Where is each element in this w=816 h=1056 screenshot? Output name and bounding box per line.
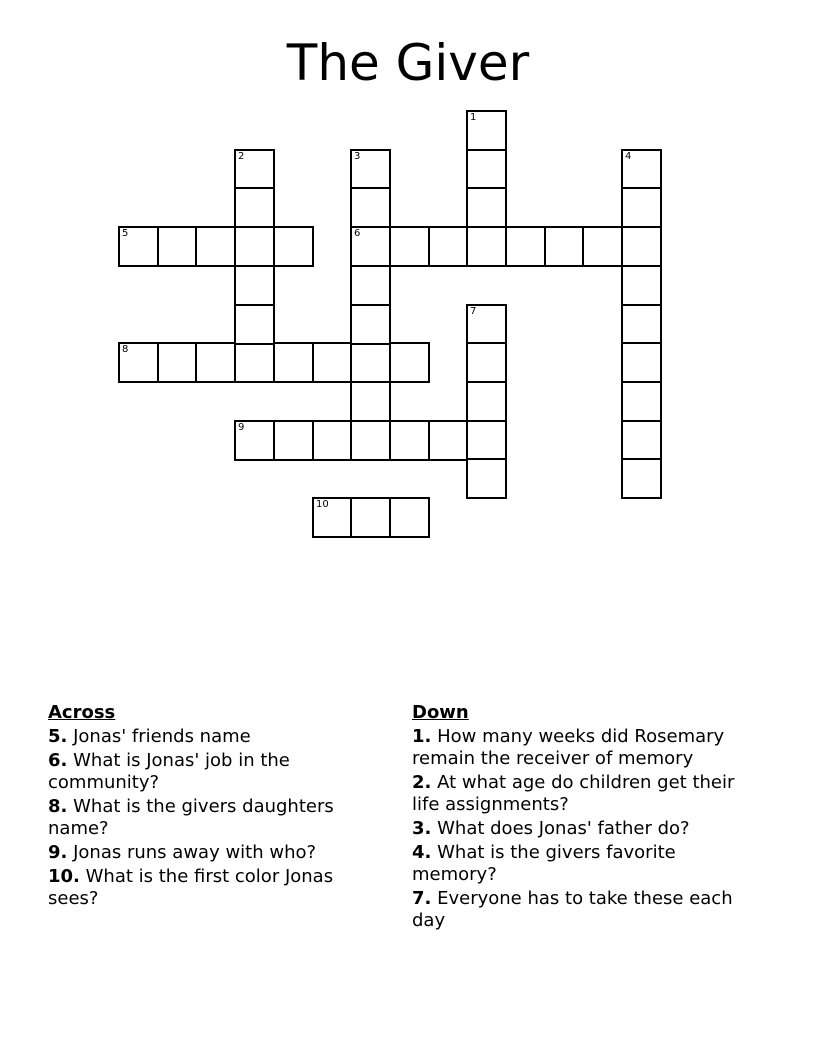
clue-number: 1.	[412, 726, 432, 747]
crossword-cell[interactable]	[234, 187, 275, 228]
crossword-cell[interactable]	[466, 381, 507, 422]
crossword-cell[interactable]	[234, 226, 275, 267]
crossword-cell[interactable]	[428, 226, 469, 267]
clue-down-7	[412, 888, 742, 932]
clue-text: What does Jonas' father do?	[437, 818, 690, 839]
crossword-cell[interactable]	[350, 420, 391, 461]
crossword-cell[interactable]	[234, 149, 275, 190]
crossword-cell[interactable]	[389, 420, 430, 461]
clue-text: What is the givers daughters name?	[48, 796, 334, 839]
crossword-cell[interactable]	[312, 342, 353, 383]
crossword-cell[interactable]	[312, 420, 353, 461]
crossword-cell[interactable]	[195, 226, 236, 267]
crossword-cell[interactable]	[118, 342, 159, 383]
crossword-cell[interactable]	[466, 420, 507, 461]
clue-number: 9.	[48, 842, 68, 863]
crossword-cell[interactable]	[350, 497, 391, 538]
crossword-cell[interactable]	[389, 226, 430, 267]
crossword-cell[interactable]	[234, 304, 275, 345]
crossword-cell[interactable]	[350, 304, 391, 345]
clue-down-4	[412, 842, 742, 886]
cell-number: 6	[354, 228, 361, 239]
down-clues	[412, 702, 742, 934]
crossword-cell[interactable]	[466, 304, 507, 345]
crossword-cell[interactable]	[234, 420, 275, 461]
cell-number: 3	[354, 151, 361, 162]
crossword-cell[interactable]	[466, 187, 507, 228]
crossword-cell[interactable]	[273, 226, 314, 267]
cell-number: 5	[122, 228, 129, 239]
clue-across-8	[48, 796, 378, 840]
cell-number: 10	[316, 499, 329, 510]
crossword-cell[interactable]	[234, 265, 275, 306]
clue-text: Jonas' friends name	[73, 726, 251, 747]
crossword-cell[interactable]	[621, 458, 662, 499]
crossword-cell[interactable]	[621, 304, 662, 345]
crossword-cell[interactable]	[273, 420, 314, 461]
cell-number: 8	[122, 344, 129, 355]
clue-down-2	[412, 772, 742, 816]
crossword-cell[interactable]	[234, 342, 275, 383]
clue-text: Jonas runs away with who?	[73, 842, 317, 863]
crossword-cell[interactable]	[466, 110, 507, 151]
across-clues	[48, 702, 378, 912]
crossword-cell[interactable]	[621, 265, 662, 306]
clue-number: 3.	[412, 818, 432, 839]
crossword-cell[interactable]	[350, 342, 391, 383]
clue-text: What is Jonas' job in the community?	[48, 750, 290, 793]
crossword-cell[interactable]	[118, 226, 159, 267]
crossword-cell[interactable]	[312, 497, 353, 538]
crossword-cell[interactable]	[350, 226, 391, 267]
across-heading: Across	[48, 702, 116, 723]
clue-down-1	[412, 726, 742, 770]
crossword-cell[interactable]	[350, 187, 391, 228]
crossword-cell[interactable]	[389, 497, 430, 538]
crossword-cell[interactable]	[157, 226, 198, 267]
crossword-cell[interactable]	[621, 420, 662, 461]
crossword-cell[interactable]	[621, 149, 662, 190]
clue-across-10	[48, 866, 378, 910]
clue-number: 4.	[412, 842, 432, 863]
down-heading: Down	[412, 702, 469, 723]
clue-number: 5.	[48, 726, 68, 747]
clue-text: How many weeks did Rosemary remain the receiver of memory	[412, 726, 725, 769]
cell-number: 2	[238, 151, 245, 162]
clue-number: 7.	[412, 888, 432, 909]
crossword-cell[interactable]	[621, 226, 662, 267]
crossword-cell[interactable]	[466, 226, 507, 267]
clue-across-6	[48, 750, 378, 794]
clue-text: What is the first color Jonas sees?	[48, 866, 334, 909]
crossword-cell[interactable]	[195, 342, 236, 383]
clue-text: Everyone has to take these each day	[412, 888, 733, 931]
crossword-cell[interactable]	[273, 342, 314, 383]
crossword-cell[interactable]	[621, 342, 662, 383]
crossword-cell[interactable]	[582, 226, 623, 267]
cell-number: 9	[238, 422, 245, 433]
crossword-cell[interactable]	[428, 420, 469, 461]
clue-number: 2.	[412, 772, 432, 793]
clue-across-5	[48, 726, 378, 748]
crossword-cell[interactable]	[466, 342, 507, 383]
cell-number: 1	[470, 112, 477, 123]
crossword-cell[interactable]	[505, 226, 546, 267]
clue-across-9	[48, 842, 378, 864]
clue-number: 10.	[48, 866, 80, 887]
clue-number: 6.	[48, 750, 68, 771]
crossword-cell[interactable]	[466, 458, 507, 499]
clue-text: What is the givers favorite memory?	[412, 842, 676, 885]
page-title: The Giver	[286, 34, 530, 92]
crossword-cell[interactable]	[350, 149, 391, 190]
crossword-cell[interactable]	[389, 342, 430, 383]
cell-number: 7	[470, 306, 477, 317]
crossword-cell[interactable]	[157, 342, 198, 383]
crossword-cell[interactable]	[350, 265, 391, 306]
clue-down-3	[412, 818, 742, 840]
crossword-cell[interactable]	[466, 149, 507, 190]
crossword-cell[interactable]	[350, 381, 391, 422]
crossword-cell[interactable]	[544, 226, 585, 267]
clue-number: 8.	[48, 796, 68, 817]
crossword-cell[interactable]	[621, 187, 662, 228]
cell-number: 4	[625, 151, 632, 162]
clue-text: At what age do children get their life assignments?	[412, 772, 735, 815]
crossword-cell[interactable]	[621, 381, 662, 422]
